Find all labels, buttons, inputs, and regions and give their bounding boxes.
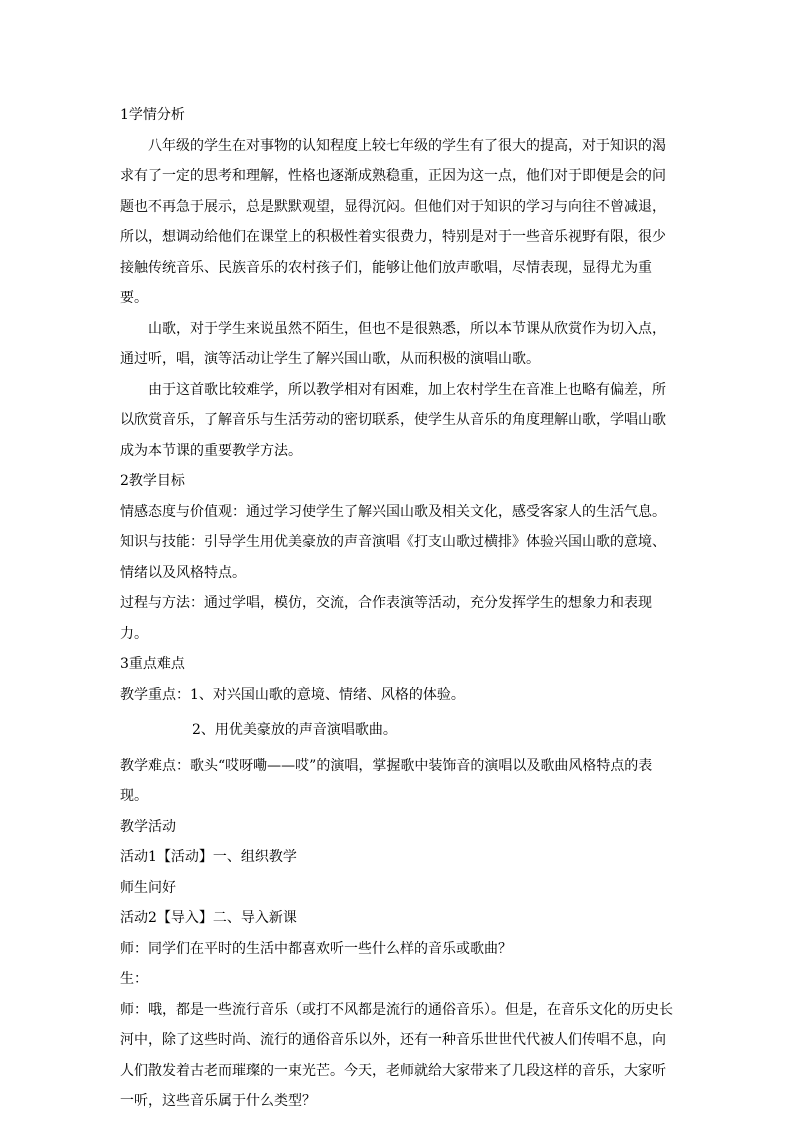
- document-body: [120, 100, 676, 1117]
- paragraph-2: 山歌，对于学生来说虽然不陌生，但也不是很熟悉，所以本节课从欣赏作为切入点，通过听，唱，演等活动让学生了解兴国山歌，从而积极的演唱山歌。: [120, 320, 666, 367]
- goal-knowledge: 知识与技能：引导学生用优美豪放的声音演唱《打支山歌过横排》体验兴国山歌的意境、情绪以及风格特点。: [120, 534, 666, 581]
- dialog-student: 生：: [120, 971, 148, 987]
- goal-emotion: 情感态度与价值观：通过学习使学生了解兴国山歌及相关文化，感受客家人的生活气息。: [120, 503, 666, 520]
- heading-learner-analysis: 1学情分析: [120, 107, 185, 123]
- key-point-2: 2、用优美豪放的声音演唱歌曲。: [192, 722, 397, 738]
- key-point-1: 教学重点：1、对兴国山歌的意境、情绪、风格的体验。: [120, 686, 465, 703]
- activity-1-body: 师生问好: [120, 879, 176, 896]
- dialog-teacher-2: 师：哦，都是一些流行音乐（或打不风都是流行的通俗音乐）。但是，在音乐文化的历史长河中，除了这些时尚、流行的通俗音乐以外，还有一种音乐世世代代被人们传唱不息，向人们散发着古老而璀璨的一束光芒。今天，老师就给大家带来了几段这样的音乐，大家听一听，这些音乐属于什么类型？: [120, 1001, 673, 1109]
- activity-2-title: 活动2【导入】二、导入新课: [120, 910, 297, 926]
- goal-process: 过程与方法：通过学唱，模仿，交流，合作表演等活动，充分发挥学生的想象力和表现力。: [120, 595, 652, 642]
- activity-1-title: 活动1【活动】一、组织教学: [120, 849, 297, 865]
- heading-key-points: 3重点难点: [120, 656, 185, 672]
- heading-activities: 教学活动: [120, 818, 176, 835]
- paragraph-3: 由于这首歌比较难学，所以教学相对有困难，加上农村学生在音准上也略有偏差，所以欣赏音乐，了解音乐与生活劳动的密切联系，使学生从音乐的角度理解山歌，学唱山歌成为本节课的重要教学方法。: [120, 381, 666, 459]
- heading-teaching-goals: 2教学目标: [120, 473, 185, 489]
- paragraph-1: 八年级的学生在对事物的认知程度上较七年级的学生有了很大的提高，对于知识的渴求有了一定的思考和理解，性格也逐渐成熟稳重，正因为这一点，他们对于即便是会的问题也不再急于展示，总是默默观望，显得沉闷。但他们对于知识的学习与向往不曾减退，所以，想调动给他们在课堂上的积极性着实很费力，特别是对于一些音乐视野有限，很少接触传统音乐、民族音乐的农村孩子们，能够让他们放声歌唱，尽情表现，显得尤为重要。: [120, 137, 666, 306]
- dialog-teacher-1: 师：同学们在平时的生活中都喜欢听一些什么样的音乐或歌曲？: [120, 940, 512, 957]
- difficulty: 教学难点：歌头“哎呀嘞——哎”的演唱，掌握歌中装饰音的演唱以及歌曲风格特点的表现。: [120, 757, 653, 804]
